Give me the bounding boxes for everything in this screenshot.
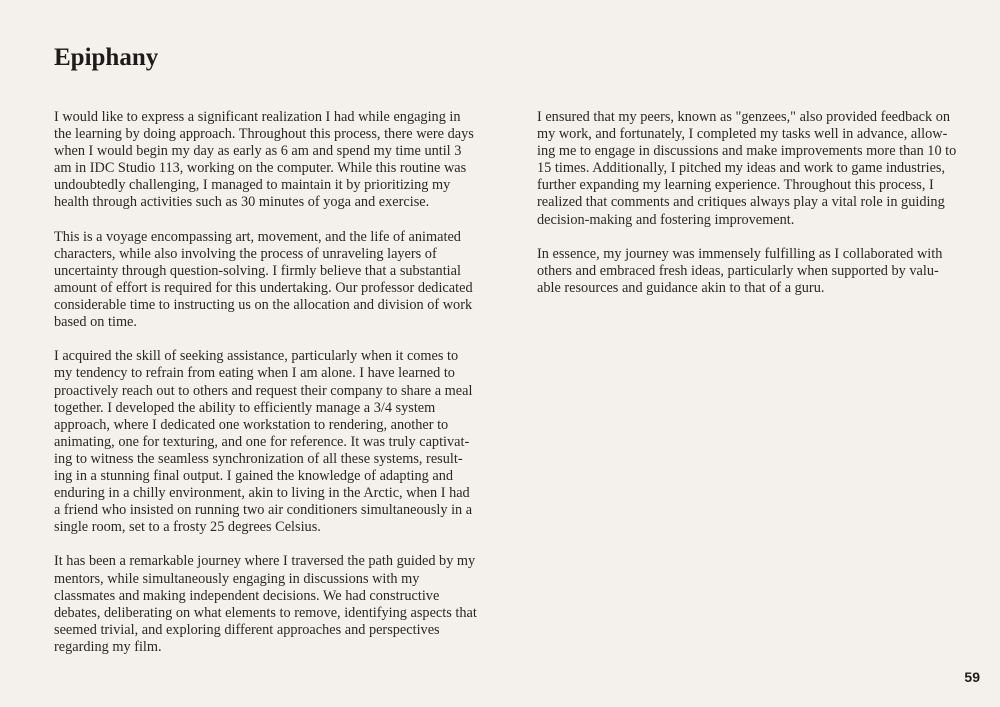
paragraph: It has been a remarkable journey where I traversed the path guided by my mentors, while simultaneously engaging in discussions with my classmates and making independent decisions. We had constructive debates, deliberating on what elements to remove, identifying aspects that seemed trivial, and exploring different approaches and perspectives regarding my film. [54,553,477,655]
page-number: 59 [964,669,980,685]
paragraph: I would like to express a significant realization I had while engaging in the learning by doing approach. Throughout this process, there were days when I would begin my day as early as 6 am and spend my time until 3 am in IDC Studio 113, working on the computer. While this routine was undoubtedly challenging, I managed to maintain it by prioritizing my health through activities such as 30 minutes of yoga and exercise. [54,109,474,211]
right-text-column [537,109,961,314]
paragraph: I acquired the skill of seeking assistance, particularly when it comes to my tendency to refrain from eating when I am alone. I have learned to proactively reach out to others and request their company to share a meal together. I developed the ability to efficiently manage a 3/4 system approach, where I dedicated one workstation to rendering, another to animating, one for texturing, and one for reference. It was truly captivat-ing to witness the seamless synchronization of all these systems, result-ing in a stunning final output. I gained the knowledge of adapting and enduring in a chilly environment, akin to living in the Arctic, when I had a friend who insisted on running two air conditioners simultaneously in a single room, set to a frosty 25 degrees Celsius. [54,348,473,536]
page-title: Epiphany [54,44,159,71]
paragraph: I ensured that my peers, known as "genzees," also provided feedback on my work, and fortunately, I completed my tasks well in advance, allow-ing me to engage in discussions and make improvements more than 10 to 15 times. Additionally, I pitched my ideas and work to game industries, further expanding my learning experience. Throughout this process, I realized that comments and critiques always play a vital role in guiding decision-making and fostering improvement. [537,109,957,228]
left-text-column [54,109,478,673]
paragraph: In essence, my journey was immensely fulfilling as I collaborated with others and embraced fresh ideas, particularly when supported by valu-able resources and guidance akin to that of a guru. [537,245,943,296]
paragraph: This is a voyage encompassing art, movement, and the life of animated characters, while also involving the process of unraveling layers of uncertainty through question-solving. I firmly believe that a substantial amount of effort is required for this undertaking. Our professor dedicated considerable time to instructing us on the allocation and division of work based on time. [54,228,473,331]
